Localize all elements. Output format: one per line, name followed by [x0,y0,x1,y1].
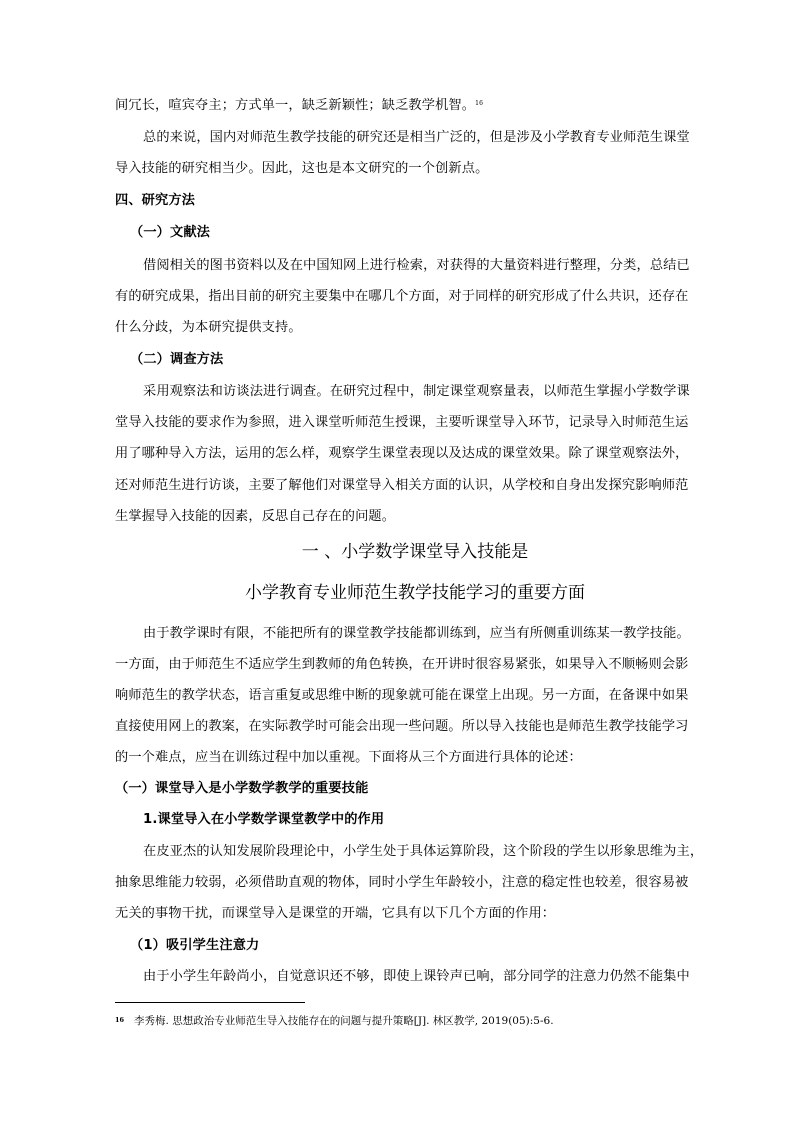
paragraph-line: 总的来说，国内对师范生教学技能的研究还是相当广泛的，但是涉及小学教育专业师范生课堂 [143,130,690,145]
subsection-heading: （一）课堂导入是小学数学教学的重要技能 [115,781,369,796]
paragraph-line: 抽象思维能力较弱，必须借助直观的物体，同时小学生年龄较小，注意的稳定性也较差，很容易被 [115,875,689,890]
paragraph-line: 还对师范生进行访谈，主要了解他们对课堂导入相关方面的认识，从学校和自身出发探究影响师范 [115,478,689,493]
paragraph-line: 生掌握导入技能的因素，反思自己存在的问题。 [115,509,396,524]
footnote-mark: 16 [115,1016,125,1024]
paragraph-line [115,96,715,116]
chapter-title-line1: 一 、小学数学课堂导入技能是 [301,542,529,562]
paragraph-line: 无关的事物干扰，而课堂导入是课堂的开端，它具有以下几个方面的作用： [115,906,556,921]
subsection-heading: （二）调查方法 [130,352,224,367]
footnote [115,1013,715,1029]
paragraph-line: 采用观察法和访谈法进行调查。在研究过程中，制定课堂观察量表，以师范生掌握小学数学课 [143,384,690,399]
paragraph-line: 什么分歧，为本研究提供支持。 [115,320,302,335]
paragraph-line: 由于小学生年龄尚小，自觉意识还不够，即使上课铃声已响，部分同学的注意力仍然不能集中 [143,969,690,984]
paragraph-line: 借阅相关的图书资料以及在中国知网上进行检索，对获得的大量资料进行整理，分类，总结已 [143,258,690,273]
paragraph-line: 的一个难点，应当在训练过程中加以重视。下面将从三个方面进行具体的论述： [115,750,582,765]
text-span: 间冗长，喧宾夺主；方式单一，缺乏新颖性；缺乏教学机智。 [115,98,476,113]
paragraph-line: 在皮亚杰的认知发展阶段理论中，小学生处于具体运算阶段，这个阶段的学生以形象思维为主， [143,844,704,859]
section-heading: 四、研究方法 [115,193,196,208]
subsection-heading: （一）文献法 [130,225,211,240]
paragraph-line: 用了哪种导入方法，运用的怎么样，观察学生课堂表现以及达成的课堂效果。除了课堂观察法外， [115,446,689,461]
footnote-divider [115,1002,305,1003]
chapter-title-line2: 小学教育专业师范生教学技能学习的重要方面 [245,583,585,603]
paragraph-line: 有的研究成果，指出目前的研究主要集中在哪几个方面，对于同样的研究形成了什么共识，还存在 [115,289,689,304]
footnote-text: 李秀梅. 思想政治专业师范生导入技能存在的问题与提升策略[J]. 林区教学, 2019(05):5-6. [134,1015,554,1027]
paragraph-line: 由于教学课时有限，不能把所有的课堂教学技能都训练到，应当有所侧重训练某一教学技能。 [143,626,690,641]
footnote-ref[interactable]: 16 [475,100,484,107]
subsubsection-heading: 1.课堂导入在小学数学课堂教学中的作用 [143,812,385,827]
paragraph-line: 直接使用网上的教案，在实际教学时可能会出现一些问题。所以导入技能也是师范生教学技能学习 [115,719,689,734]
paragraph-line: 一方面，由于师范生不适应学生到教师的角色转换，在开讲时很容易紧张，如果导入不顺畅则会影 [115,657,689,672]
paragraph-line: 导入技能的研究相当少。因此，这也是本文研究的一个创新点。 [115,161,489,176]
paragraph-line: 响师范生的教学状态，语言重复或思维中断的现象就可能在课堂上出现。另一方面，在备课中如果 [115,688,689,703]
subsubsection-heading: （1）吸引学生注意力 [130,938,260,953]
paragraph-line: 堂导入技能的要求作为参照，进入课堂听师范生授课，主要听课堂导入环节，记录导入时师范生运 [115,415,689,430]
